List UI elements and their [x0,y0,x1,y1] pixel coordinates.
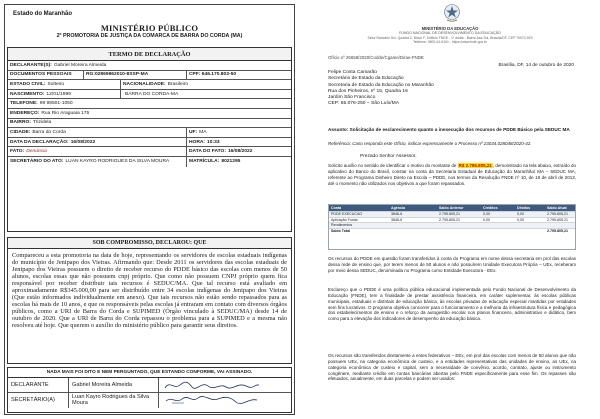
table-cell: 2.795.805,21 [547,217,568,222]
time-value: 10:33 [207,139,220,145]
city-value: Barra do Corda [32,129,66,135]
table-cell: PDDE EXECUCAO [331,212,363,217]
declaration-date-row [8,138,291,148]
declarante-row [8,61,291,71]
phone-label: TELEFONE: [10,101,38,107]
subject-label: Assunto: [328,127,349,132]
signature-role: SECRETÁRIO(A) [11,397,55,404]
table-header-cell: Saldo Anterior [439,206,464,210]
address-line: Felipe Costa Camarão [328,70,377,75]
declaration-document [4,4,295,415]
declaration-date-value: 16/08/2022 [70,139,96,145]
birth-row [8,90,291,100]
paragraph-1-end: , demonstrado na tela abaixo, extraído do aplicativo do Banco do Brasil, constar na conta da Secretaria Estadual de Educação do Maranhão/ MA – SEDUC MA, referente ao Programa Dinheiro Direto na Escola – PDDE, nos termos da Resolução FNDE nº 10, de 18 de abril de 2013, até o momento não utilizados nos objetivos a que foram repassados. [328,163,577,186]
statement-box [7,237,292,364]
state-name: Estado do Maranhão [13,11,73,17]
table-cell: Rendimentos [331,223,353,228]
address-line: Rua dos Pinheiros, nº 15, Quadra 16 [328,88,408,94]
city-label: CIDADE: [10,129,31,135]
phone-value: 99 98501-1050 [39,101,73,107]
birthplace-value: BARRA DO CORDA-MA [125,91,179,97]
signature-row [8,393,291,408]
secretary-label: SECRETÁRIO DO ATO: [10,159,64,165]
signature-mark [158,393,291,408]
paragraph-1-start: Solicito auxílio no sentido de identificar o motivo do montante de [328,163,458,168]
signature-name: Luan Kayro Rodrigues da Silva Moura [68,393,158,408]
neighborhood-value: Trizidela [32,120,52,126]
paragraph-2: Os recursos do PDDE em questão foram transferidos à conta do Programa em nome dessa secretaria em prol das escolas dessa rede de ensino que, por terem menos de 50 alunos e não possuírem Unidade Executora Própria – UEx, receberam por meio dessa SEDUC, denominada no Programa como Entidade Executora - EEx. [328,256,576,273]
declarante-value: Gabriel Moreira Almeida [53,62,107,68]
neighborhood-label: BAIRRO: [10,120,31,126]
fnde-address: Setor Bancário Sul, Quadra 2, Bloco F, Edifício FNDE - 1º andar - Bairro Asa Sul, Brasília/DF, CEP 70070-929 [367,36,533,40]
signature-name: Gabriel Moreira Almeida [68,378,158,392]
table-header-cell: Conta [331,206,342,210]
table-row [329,228,575,234]
signature-row [8,378,291,393]
letter-date: Brasília, DF, 14 de outubro de 2020 [498,63,574,68]
declaration-table [7,47,292,232]
neighborhood-row [8,119,291,129]
fnde-letter [300,0,600,419]
ministry-header: MINISTÉRIO DA EDUCAÇÃO [421,26,479,31]
fact-row [8,147,291,157]
oficio-number: Ofício nº 26658/2020/Codde/Cgame/Dirae-FNDE [328,55,424,60]
table-cell: 0,00 [517,212,524,217]
subject-text: Solicitação de esclarecimento quanto a inexecução dos recursos de PDDE Básico pela SEDUC MA [349,127,570,132]
city-row [8,128,291,138]
address-row [8,109,291,119]
time-label: HORA: [189,139,206,145]
uf-value: MA [199,129,207,135]
documents-label: DOCUMENTOS PESSOAIS [10,72,72,78]
signature-mark [158,378,291,392]
secretary-value: LUAN KAYRO RODRIGUES DA SILVA MOURA [65,159,170,165]
signature-box [7,367,292,413]
birth-value: 12/01/1999 [46,91,71,97]
statement-title: SOB COMPROMISSO, DECLAROU: QUE [8,238,291,249]
table-row [329,217,575,223]
coat-of-arms-icon [443,3,461,28]
fnde-contact: Telefone: 0800-61-6161 - https://www.fnde.gov.br [413,40,487,44]
table-cell: 2.795.805,21 [439,212,460,217]
nationality-value: Brasileiro [167,81,189,87]
declaration-table-title: TERMO DE DECLARAÇÃO [8,48,291,61]
greeting: Prezado Senhor Assessor, [360,154,417,159]
table-header-cell: Agência [391,206,405,210]
registration-value: 8021295 [221,159,241,165]
address-line: Secretaria de Estado da Educação no Maranhão [328,82,434,88]
highlighted-amount: R$ 2.795.805,21 [458,163,492,168]
table-cell: 2.795.805,21 [547,229,568,234]
recipient-address [328,70,434,108]
phone-row [8,99,291,109]
civil-status-row [8,80,291,90]
civil-status-label: ESTADO CIVIL: [10,81,46,87]
table-header-cell: Créditos [483,206,498,210]
rg-value: RG:02869962010-8SSP-MA [86,72,149,78]
table-row [329,211,575,217]
documents-row [8,71,291,81]
table-header-cell: Saldo Atual [547,206,567,210]
table-cell: 2.795.805,21 [439,217,460,222]
paragraph-4: Os recursos são transferidos diretamente a entes federativos – EEx, em prol das escolas com menos de 50 alunos que não possuem UEx, na categoria econômica de custeio, e a entidades representativas das unidades de ensino, as UEx, na categoria econômica de custeio e capital, sem a necessidade de convênio, acordo, contrato, ajuste ou instrumento congênere, mediante crédito em contas bancárias abertas pelo FNDE especificamente para esse fim. Os repasses são efetuados, anualmente, em duas parcelas e podem ser usados: [328,353,576,382]
fact-label: FATO: [10,149,25,155]
uf-label: UF: [189,129,198,135]
address-label: ENDEREÇO: [10,110,40,116]
fact-date-value: 16/08/2022 [227,149,253,155]
nationality-label: NACIONALIDADE: [123,81,166,87]
fact-date-label: DATA DO FATO: [189,149,226,155]
address-line: Secretário de Estado da Educação [328,76,404,82]
fnde-header: FUNDO NACIONAL DE DESENVOLVIMENTO DA EDUCAÇÃO [399,31,501,35]
subject-line [328,127,576,133]
declaration-date-label: DATA DA DECLARAÇÃO: [10,139,69,145]
table-cell: 0,00 [483,212,490,217]
table-cell: Saldo Total [331,229,351,234]
table-header-cell: Débitos [517,206,531,210]
table-cell: 3846-6 [391,212,403,217]
paragraph-3: Esclareço que o PDDE é uma política pública educacional implementada pelo Fundo Nacional de Desenvolvimento da Educação (FNDE), tem a finalidade de prestar assistência financeira, em caráter suplementar, às escolas públicas municipais, estaduais e distritais de educação básica, às escolas privadas de educação especial mantidas por entidades sem fins lucrativos. O programa objetiva concorrer para o funcionamento e a melhoria da infraestrutura física e pedagógica dos estabelecimentos de ensino e o reforço da autogestão escolar nos planos financeiro, administrativo e didático, bem como para a elevação dos indicadores de desempenho da educação básica. [328,287,576,322]
ministry-title: MINISTÉRIO PÚBLICO [100,23,199,33]
signature-role: DECLARANTE [11,382,49,388]
civil-status-value: Solteiro [47,81,65,87]
closing-statement: NADA MAIS FOI DITO E NEM PERGUNTADO, QUE ESTANDO CONFORME, VAI ASSINADO. [8,368,291,378]
secretary-row [8,157,291,167]
table-cell: 0,00 [483,217,490,222]
declarante-label: DECLARANTE(S): [10,62,52,68]
bank-statement-table [328,204,576,250]
table-cell: 0,00 [517,217,524,222]
table-cell: 3846-6 [391,217,403,222]
fact-value: Denúncia [26,149,47,155]
birth-label: NASCIMENTO: [10,91,45,97]
reference-line: Referência: Caso responda este Ofício, indicar expressamente o Processo nº 23034.028048/2020-42. [328,141,532,146]
table-cell: Aplicação Fundo [331,217,358,222]
address-line: Jardim São Francisco [328,95,376,101]
address-line: CEP: 65.076-250 – São Luís/MA [328,101,399,107]
promotoria-title: 2ª PROMOTORIA DE JUSTIÇA DA COMARCA DE BARRA DO CORDA (MA) [56,33,243,39]
registration-label: MATRÍCULA: [189,159,220,165]
address-value: Rua Rio Araguaia 175 [41,110,90,116]
cpf-value: CPF: 646.170.803-50 [189,72,237,78]
paragraph-1 [328,163,576,186]
table-cell: 2.795.805,21 [547,212,568,217]
statement-text: Compareceu a esta promotoria na data de hoje, representando os servidores de escolas estaduais indígenas do município de Jenipapo dos Vieiras. Afirmando que: Desde 2011 os servidores das escolas estaduais de Jenipapo dos Vieiras possuem o direito de receber recurso do PDDE básico das escolas com menos de 50 alunos, escolas essas que não possuem cnpj próprio. Que como não possuem CNPJ próprio quem fica responsável por receber distribuir tais recursos é SEDUC/MA. Que tal recurso está avaliado em aproximadamente R$345.000,00 para ser distribuído entre 34 escolas indígenas do Jenipapo dos Vieiras (Que estão informados individualmente em anexo). Que tais recursos não estão sendo repassados para as escolas há mais de 10 anos, e que os responsáveis pelas escolas já entraram em contato com diversos órgãos públicos, como a URI de Barra do Corda e SUPIMED (Órgão vinculado à SEDUC/MA) desde 14 de outubro de 2020. Que a URI de Barra do Corda repassou o problema para a SUPIMED e a mesma não resolveu até hoje. Que querem o auxílio do ministério público para garantir seus direitos. [12,252,287,330]
